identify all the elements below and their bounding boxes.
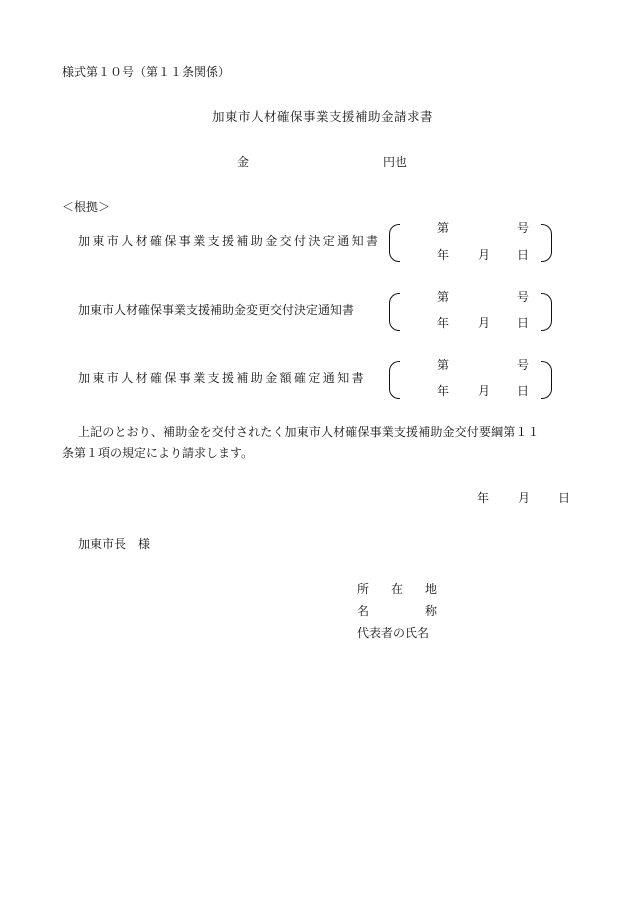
right-bracket xyxy=(541,361,552,399)
notice-label: 加東市人材確保事業支援補助金変更交付決定通知書 xyxy=(78,303,355,317)
notice-dai: 第 xyxy=(437,358,450,372)
body-text-line-1: 上記のとおり、補助金を交付されたく加東市人材確保事業支援補助金交付要綱第１１ xyxy=(78,425,540,439)
notice-label: 加東市人材確保事業支援補助金額確定通知書 xyxy=(78,371,367,385)
date-tsuki: 月 xyxy=(518,491,531,505)
amount-prefix: 金 xyxy=(237,155,250,169)
notice-nen: 年 xyxy=(437,384,450,398)
notice-nen: 年 xyxy=(437,248,450,262)
date-hi: 日 xyxy=(558,491,571,505)
document-title: 加東市人材確保事業支援補助金請求書 xyxy=(212,109,434,124)
notice-go: 号 xyxy=(517,290,530,304)
notice-hi: 日 xyxy=(517,248,530,262)
notice-hi: 日 xyxy=(517,384,530,398)
notice-dai: 第 xyxy=(437,221,450,235)
notice-go: 号 xyxy=(517,221,530,235)
notice-tsuki: 月 xyxy=(478,384,491,398)
notice-go: 号 xyxy=(517,358,530,372)
address-label-char: 在 xyxy=(391,582,404,596)
name-label-char: 称 xyxy=(425,604,438,618)
notice-dai: 第 xyxy=(437,290,450,304)
form-number: 様式第１０号（第１１条関係） xyxy=(62,65,231,79)
addressee: 加東市長 様 xyxy=(78,537,151,551)
representative-label: 代表者の氏名 xyxy=(357,626,430,640)
address-label-char: 所 xyxy=(357,582,370,596)
notice-hi: 日 xyxy=(517,316,530,330)
left-bracket xyxy=(389,361,400,399)
right-bracket xyxy=(541,293,552,331)
notice-nen: 年 xyxy=(437,316,450,330)
notice-label: 加東市人材確保事業支援補助金交付決定通知書 xyxy=(78,234,381,248)
date-nen: 年 xyxy=(477,491,490,505)
name-label-char: 名 xyxy=(357,604,370,618)
amount-suffix: 円也 xyxy=(383,155,408,169)
basis-heading: ＜根拠＞ xyxy=(62,200,111,214)
notice-tsuki: 月 xyxy=(478,316,491,330)
address-label-char: 地 xyxy=(425,582,438,596)
body-text-line-2: 条第１項の規定により請求します。 xyxy=(62,446,254,460)
left-bracket xyxy=(389,224,400,262)
right-bracket xyxy=(541,224,552,262)
left-bracket xyxy=(389,293,400,331)
notice-tsuki: 月 xyxy=(478,248,491,262)
